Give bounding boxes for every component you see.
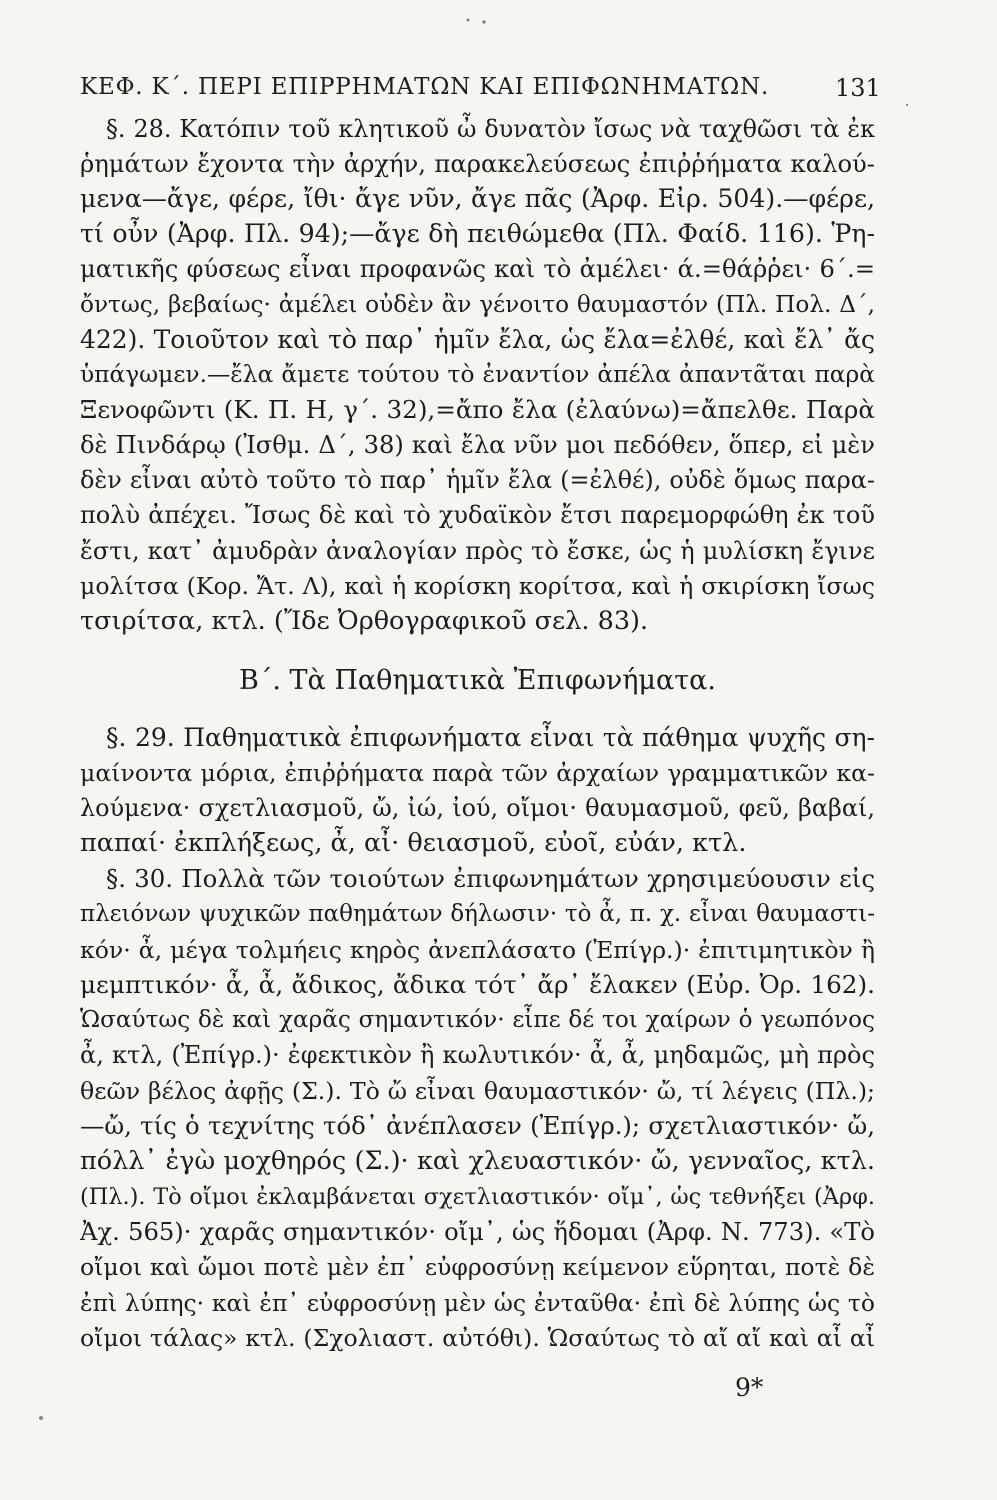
text-line: πόλλ᾽ ἐγὼ μοχθηρός (Σ.)· καὶ χλευαστικόν· ὤ, γενναῖος, κτλ.: [80, 1146, 875, 1176]
text-line: πολὺ ἀπέχει. Ἴσως δὲ καὶ τὸ χυδαϊκὸν ἔτσι παρεμορφώθη ἐκ τοῦ: [80, 501, 875, 529]
text-line: §. 29. Παθηματικὰ ἐπιφωνήματα εἶναι τὰ πάθημα ψυχῆς ση-: [106, 723, 875, 752]
text-line: παπαί· ἐκπλήξεως, ἆ, αἶ· θειασμοῦ, εὐοῖ, εὐάν, κτλ.: [80, 828, 747, 858]
speck: [482, 20, 485, 23]
text-line: τσιρίτσα, κτλ. (Ἴδε Ὀρθογραφικοῦ σελ. 83).: [80, 606, 649, 636]
text-line: μαίνοντα μόρια, ἐπιῤῥήματα παρὰ τῶν ἀρχαίων γραμματικῶν κα-: [80, 759, 875, 787]
text-line: δὲν εἶναι αὐτὸ τοῦτο τὸ παρ᾽ ἡμῖν ἔλα (=ἐλθέ), οὐδὲ ὅμως παρα-: [80, 466, 875, 494]
text-line: μολίτσα (Κορ. Ἄτ. Λ), καὶ ἡ κορίσκη κορίτσα, καὶ ἡ σκιρίσκη ἴσως: [80, 572, 875, 600]
text-line: τί οὖν (Ἀρφ. Πλ. 94);—ἄγε δὴ πειθώμεθα (Πλ. Φαίδ. 116). Ῥη-: [80, 219, 875, 248]
speck: [467, 19, 470, 22]
text-line: λούμενα· σχετλιασμοῦ, ὤ, ἰώ, ἰού, οἴμοι· θαυμασμοῦ, φεῦ, βαβαί,: [80, 794, 875, 822]
text-line: οἴμοι καὶ ὤμοι ποτὲ μὲν ἐπ᾽ εὐφροσύνῃ κείμενον εὕρηται, ποτὲ δὲ: [80, 1253, 875, 1281]
text-line: ἔστι, κατ᾽ ἀμυδρὰν ἀναλογίαν πρὸς τὸ ἔσκε, ὡς ἡ μυλίσκη ἔγινε: [80, 537, 875, 565]
text-line: ὄντως, βεβαίως· ἀμέλει οὐδὲν ἂν γένοιτο θαυμαστόν (Πλ. Πολ. Δ΄,: [80, 291, 875, 318]
text-line: ἆ, κτλ, (Ἐπίγρ.)· ἐφεκτικὸν ἢ κωλυτικόν· ἆ, ἆ, μηδαμῶς, μὴ πρὸς: [80, 1041, 875, 1069]
text-line: δὲ Πινδάρῳ (Ἰσθμ. Δ΄, 38) καὶ ἔλα νῦν μοι πεδόθεν, ὅπερ, εἰ μὲν: [80, 431, 875, 459]
text-line: ἐπὶ λύπης· καὶ ἐπ᾽ εὐφροσύνῃ μὲν ὡς ἐνταῦθα· ἐπὶ δὲ λύπης ὡς τὸ: [80, 1289, 875, 1317]
page-number: 131: [835, 74, 881, 102]
text-line: πλειόνων ψυχικῶν παθημάτων δήλωσιν· τὸ ἆ, π. χ. εἶναι θαυμαστι-: [80, 901, 875, 927]
text-line: 422). Τοιοῦτον καὶ τὸ παρ᾽ ἡμῖν ἔλα, ὡς ἔλα=ἐλθέ, καὶ ἔλ᾽ ἄς: [80, 325, 875, 354]
running-title: ΚΕΦ. Κ΄. ΠΕΡΙ ΕΠΙΡΡΗΜΑΤΩΝ ΚΑΙ ΕΠΙΦΩΝΗΜΑΤΩΝ.: [80, 74, 770, 100]
text-line: Ξενοφῶντι (Κ. Π. Η, γ΄. 32),=ἄπο ἔλα (ἐλαύνω)=ἄπελθε. Παρὰ: [80, 395, 875, 424]
text-line: κόν· ἆ, μέγα τολμήεις κηρὸς ἀνεπλάσατο (Ἐπίγρ.)· ἐπιτιμητικὸν ἢ: [80, 936, 875, 964]
text-line: Ὡσαύτως δὲ καὶ χαρᾶς σημαντικόν· εἶπε δέ τοι χαίρων ὁ γεωπόνος: [80, 1007, 875, 1033]
speck: [906, 104, 908, 106]
speck: [39, 1416, 43, 1420]
text-line: μεμπτικόν· ἆ, ἆ, ἄδικος, ἄδικα τότ᾽ ἄρ᾽ ἔλακεν (Εὐρ. Ὀρ. 162).: [80, 970, 875, 999]
text-line: μενα—ἄγε, φέρε, ἴθι· ἄγε νῦν, ἄγε πᾶς (Ἀρφ. Εἰρ. 504).—φέρε,: [80, 184, 875, 213]
text-line: —ὤ, τίς ὁ τεχνίτης τόδ᾽ ἀνέπλασεν (Ἐπίγρ.); σχετλιαστικόν· ὤ,: [80, 1111, 875, 1140]
text-line: οἴμοι τάλας» κτλ. (Σχολιαστ. αὐτόθι). Ὡσαύτως τὸ αἴ αἴ καὶ αἶ αἶ: [80, 1324, 875, 1352]
text-line: (Πλ.). Τὸ οἴμοι ἐκλαμβάνεται σχετλιαστικόν· οἴμ᾽, ὡς τεθνήξει (Ἀρφ.: [80, 1184, 875, 1210]
text-line: ματικῆς φύσεως εἶναι προφανῶς καὶ τὸ ἀμέλει· ά.=θάῤῥει· 6΄.=: [80, 254, 875, 283]
signature-mark: 9*: [735, 1373, 764, 1402]
text-line: ῥημάτων ἔχοντα τὴν ἀρχήν, παρακελεύσεως ἐπιῤῥήματα καλού-: [80, 149, 875, 178]
text-line: §. 30. Πολλὰ τῶν τοιούτων ἐπιφωνημάτων χρησιμεύουσιν εἰς: [106, 864, 875, 893]
text-line: θεῶν βέλος ἀφῇς (Σ.). Τὸ ὤ εἶναι θαυμαστικόν· ὤ, τί λέγεις (Πλ.);: [80, 1077, 875, 1105]
text-line: ὑπάγωμεν.—ἔλα ἄμετε τούτου τὸ ἐναντίον ἀπέλα ἀπαντᾶται παρὰ: [80, 361, 875, 388]
text-line: §. 28. Κατόπιν τοῦ κλητικοῦ ὦ δυνατὸν ἴσως νὰ ταχθῶσι τὰ ἐκ: [106, 115, 875, 143]
text-line: Ἀχ. 565)· χαρᾶς σημαντικόν· οἴμ᾽, ὡς ἥδομαι (Ἀρφ. Ν. 773). «Τὸ: [80, 1217, 875, 1246]
section-heading: Β΄. Τὰ Παθηματικὰ Ἐπιφωνήματα.: [239, 665, 716, 696]
